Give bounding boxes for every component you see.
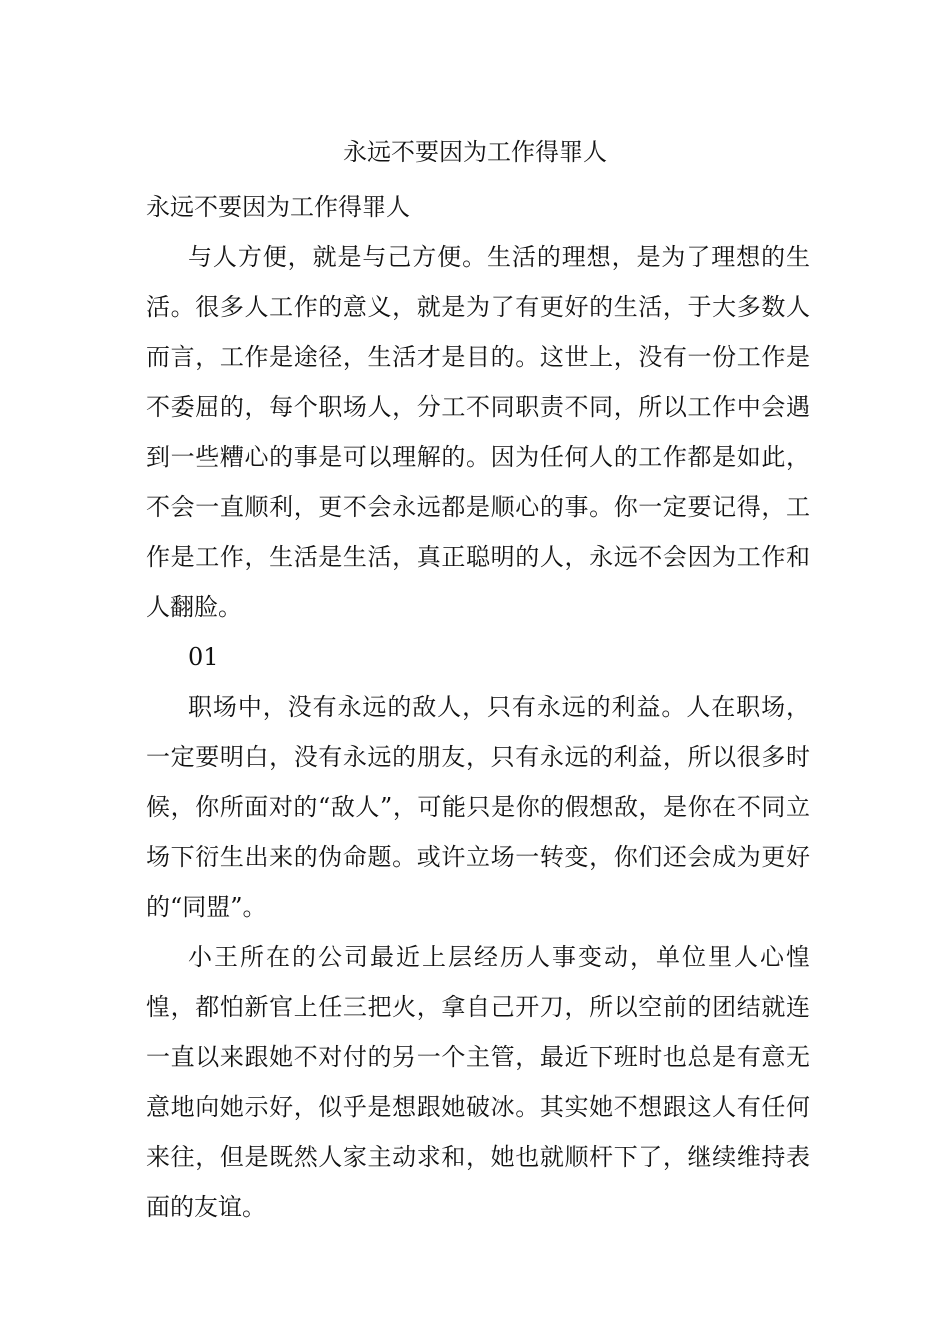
paragraph-intro: 与人方便，就是与己方便。生活的理想，是为了理想的生活。很多人工作的意义，就是为了有更好的生活，于大多数人而言，工作是途径，生活才是目的。这世上，没有一份工作是不委屈的，每个职场人，分工不同职责不同，所以工作中会遇到一些糟心的事是可以理解的。因为任何人的工作都是如此，不会一直顺利，更不会永远都是顺心的事。你一定要记得，工作是工作，生活是生活，真正聪明的人，永远不会因为工作和人翻脸。 xyxy=(146,243,810,621)
document-body xyxy=(146,182,810,1232)
section-number: 01 xyxy=(188,643,219,671)
paragraph-workplace: 职场中，没有永远的敌人，只有永远的利益。人在职场，一定要明白，没有永远的朋友，只有永远的利益，所以很多时候，你所面对的“敌人”，可能只是你的假想敌，是你在不同立场下衍生出来的伪命题。或许立场一转变，你们还会成为更好的“同盟”。 xyxy=(146,693,810,921)
document-subheading: 永远不要因为工作得罪人 xyxy=(146,193,410,221)
document-title: 永远不要因为工作得罪人 xyxy=(343,138,607,166)
paragraph-story: 小王所在的公司最近上层经历人事变动，单位里人心惶惶，都怕新官上任三把火，拿自己开刀，所以空前的团结就连一直以来跟她不对付的另一个主管，最近下班时也总是有意无意地向她示好，似乎是想跟她破冰。其实她不想跟这人有任何来往，但是既然人家主动求和，她也就顺杆下了，继续维持表面的友谊。 xyxy=(146,943,810,1221)
